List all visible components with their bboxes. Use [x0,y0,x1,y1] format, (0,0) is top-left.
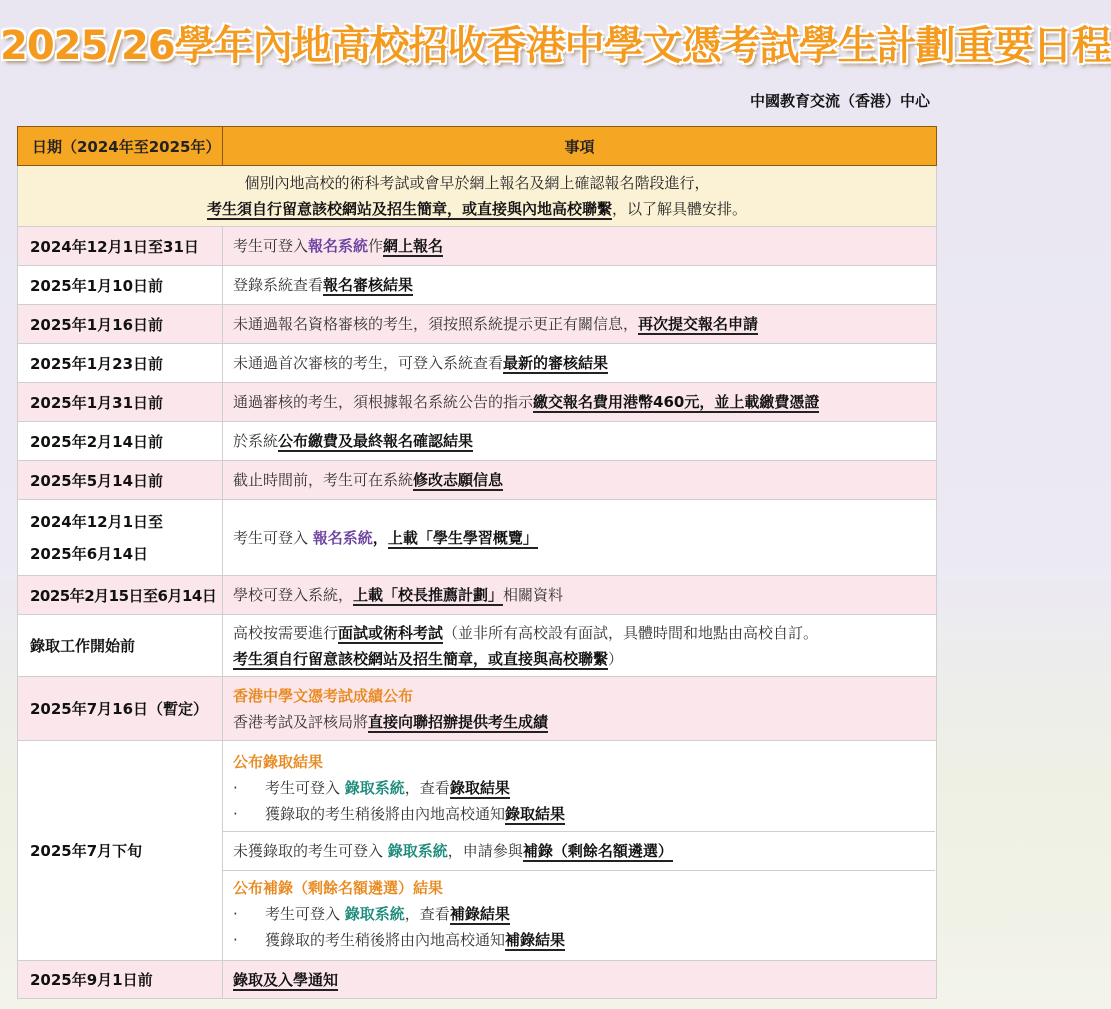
table-row [18,305,937,344]
table-row [18,461,937,500]
row-text: 通過審核的考生，須根據報名系統公告的指示 [233,393,534,411]
row-date: 2025年2月15日至6月14日 [18,576,223,615]
system-name: 錄取系統 [387,841,448,860]
row-date: 2025年2月14日前 [18,422,223,461]
row-date: 2025年9月1日前 [18,961,223,999]
row-highlight: 錄取結果 [449,778,510,797]
row-date: 2025年7月下旬 [18,741,223,961]
row-text: 考生可登入 [233,237,309,255]
organization-name: 中國教育交流（香港）中心 [749,92,930,110]
row-highlight: 錄取及入學通知 [233,970,339,989]
row-highlight: 最新的審核結果 [503,354,609,372]
row-highlight: 補錄結果 [449,904,510,923]
row-text: 相關資料 [503,586,564,604]
col-date-header: 日期（2024年至2025年） [18,127,223,166]
row-text: ） [608,649,624,668]
row-text: ，申請參與 [447,841,523,860]
row-highlight: 公布繳費及最終報名確認結果 [278,432,474,450]
results-announcement: 香港中學文憑考試成績公布 [233,686,414,705]
row-highlight: 上載「學生學習概覽」 [387,528,538,547]
row-text: 於系統 [233,432,279,450]
row-date: 2025年1月10日前 [18,266,223,305]
row-date: 2025年5月14日前 [18,461,223,500]
table-row [18,383,937,422]
row-date: 2025年1月23日前 [18,344,223,383]
row-highlight: 錄取結果 [505,804,566,823]
section-title: 公布補錄（剩餘名額遴選）結果 [233,878,444,897]
row-date: 2025年6月14日 [30,544,149,563]
note-bold: 考生須自行留意該校網站及招生簡章，或直接與內地高校聯繫 [206,200,612,218]
table-row [18,227,937,266]
row-date: 錄取工作開始前 [18,615,223,677]
table-header [18,127,937,166]
table-row [18,961,937,999]
row-text: 香港考試及評核局將 [233,712,369,731]
table-row [18,266,937,305]
system-name: 錄取系統 [344,904,405,923]
table-row [18,500,937,576]
schedule-table [17,126,937,999]
row-text: 獲錄取的考生稍後將由內地高校通知 [265,804,506,823]
row-text: 考生可登入 [265,904,345,923]
row-highlight: 補錄結果 [505,930,566,949]
row-highlight: 考生須自行留意該校網站及招生簡章，或直接與高校聯繫 [233,649,609,668]
row-text: ，查看 [404,778,450,797]
row-highlight: 修改志願信息 [413,471,504,489]
table-row [18,615,937,677]
row-text: 考生可登入 [233,528,313,547]
system-name: 報名系統 [312,528,373,547]
row-highlight: 繳交報名費用港幣460元，並上載繳費憑證 [533,393,820,411]
row-text: 登錄系統查看 [233,276,324,294]
row-date: 2025年1月31日前 [18,383,223,422]
table-row [18,344,937,383]
col-item-header: 事項 [223,127,937,166]
note-line1: 個別內地高校的術科考試或會早於網上報名及網上確認報名階段進行， [244,174,710,192]
row-text: 未通過報名資格審核的考生，須按照系統提示更正有關信息， [233,315,639,333]
row-date: 2025年1月16日前 [18,305,223,344]
row-date: 2024年12月1日至31日 [18,227,223,266]
row-text: ， [372,528,388,547]
page-title: 2025/26學年內地高校招收香港中學文憑考試學生計劃重要日程 [0,23,1111,69]
table-row [18,576,937,615]
row-highlight: 報名審核結果 [323,276,414,294]
row-text: （並非所有高校設有面試，具體時間和地點由高校自訂。 [443,623,819,642]
row-text: 學校可登入系統， [233,586,354,604]
table-row [18,677,937,741]
row-text: 獲錄取的考生稍後將由內地高校通知 [265,930,506,949]
bullet-icon: · [233,930,238,949]
row-text: 高校按需要進行 [233,623,339,642]
row-highlight: 再次提交報名申請 [638,315,759,333]
row-text: 未獲錄取的考生可登入 [233,841,388,860]
row-highlight: 上載「校長推薦計劃」 [353,586,504,604]
row-text: 考生可登入 [265,778,345,797]
row-text: 作 [368,237,384,255]
note-rest: ，以了解具體安排。 [612,200,748,218]
section-title: 公布錄取結果 [233,752,324,771]
row-highlight: 補錄（剩餘名額遴選） [522,841,673,860]
note-row [18,166,937,227]
row-highlight: 網上報名 [383,237,444,255]
row-text: 未通過首次審核的考生，可登入系統查看 [233,354,504,372]
row-highlight: 面試或術科考試 [338,623,444,642]
table-row [18,422,937,461]
row-text: 截止時間前，考生可在系統 [233,471,414,489]
row-date: 2025年7月16日（暫定） [18,677,223,741]
bullet-icon: · [233,804,238,823]
bullet-icon: · [233,904,238,923]
bullet-icon: · [233,778,238,797]
table-row [18,741,937,961]
system-name: 報名系統 [308,237,369,255]
row-highlight: 直接向聯招辦提供考生成績 [368,712,549,731]
system-name: 錄取系統 [344,778,405,797]
row-text: ，查看 [404,904,450,923]
row-date: 2024年12月1日至 [30,512,164,531]
